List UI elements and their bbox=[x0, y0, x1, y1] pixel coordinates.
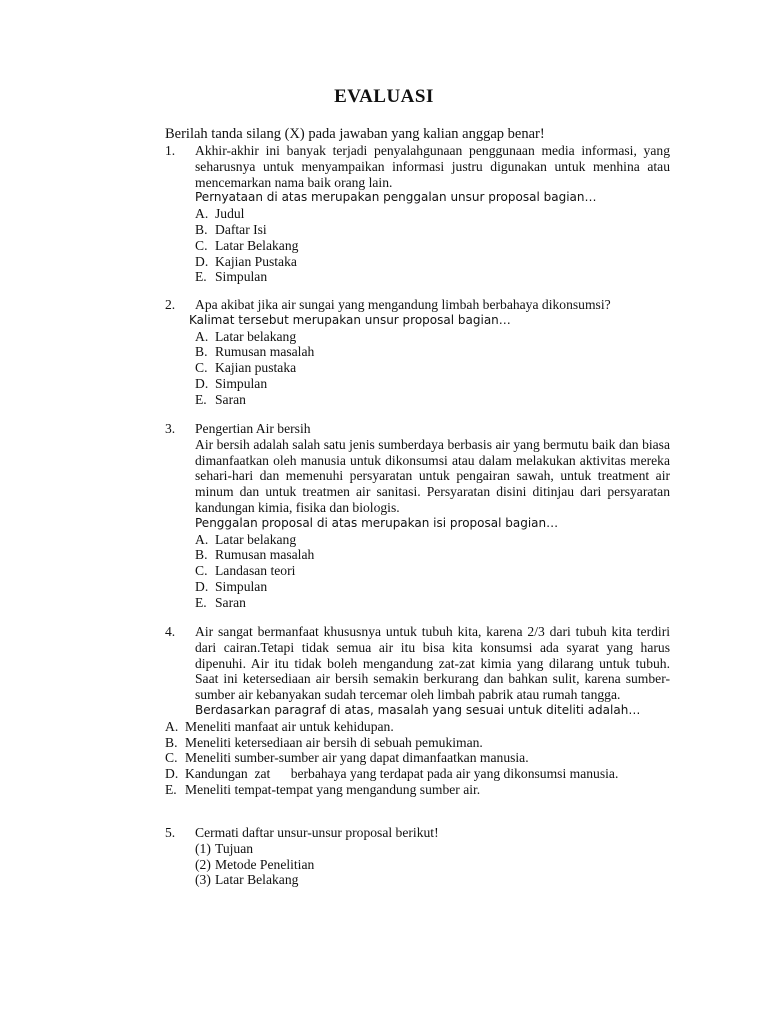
option-letter: A. bbox=[195, 328, 209, 344]
option-e[interactable] bbox=[165, 782, 670, 798]
option-text: Meneliti tempat-tempat yang mengandung sumber air. bbox=[185, 781, 481, 797]
option-d[interactable] bbox=[195, 579, 670, 595]
option-letter: A. bbox=[195, 531, 209, 547]
option-letter: D. bbox=[165, 766, 179, 782]
option-c[interactable] bbox=[195, 238, 670, 254]
option-text: Latar Belakang bbox=[215, 237, 299, 253]
option-letter: C. bbox=[195, 360, 208, 376]
question-1 bbox=[165, 143, 670, 285]
option-letter: C. bbox=[165, 750, 178, 766]
question-text: Akhir-akhir ini banyak terjadi penyalahgunaan penggunaan media informasi, yang seharusnya untuk menyampaikan informasi justru digunakan untuk menhina atau mencemarkan nama baik orang lain. bbox=[195, 143, 670, 190]
option-b[interactable] bbox=[195, 222, 670, 238]
option-text: Meneliti ketersediaan air bersih di sebuah pemukiman. bbox=[185, 734, 483, 750]
option-b[interactable] bbox=[195, 547, 670, 563]
question-prompt: Pernyataan di atas merupakan penggalan unsur proposal bagian… bbox=[195, 190, 597, 205]
option-a[interactable] bbox=[165, 719, 670, 735]
option-a[interactable] bbox=[195, 206, 670, 222]
option-letter: A. bbox=[165, 718, 179, 734]
option-a[interactable] bbox=[195, 329, 670, 345]
option-text: Simpulan bbox=[215, 578, 268, 594]
option-d[interactable] bbox=[195, 376, 670, 392]
option-text: Landasan teori bbox=[215, 563, 296, 579]
option-letter: B. bbox=[195, 547, 208, 563]
question-text: Air sangat bermanfaat khususnya untuk tubuh kita, karena 2/3 dari tubuh kita terdiri dari cairan.Tetapi tidak semua air itu bisa kita konsumsi ada syarat yang harus dipenuhi. Air itu tidak boleh mengandung zat-zat kimia yang dilarang untuk tubuh. Saat ini ketersediaan air bersih semakin berkurang dan bahkan sulit, karena sumber-sumber air kebanyakan sudah tercemar oleh limbah pabrik atau rumah tangga. bbox=[195, 624, 670, 703]
list-label: (2) bbox=[195, 856, 211, 872]
question-5 bbox=[165, 825, 670, 888]
option-text: Daftar Isi bbox=[215, 221, 267, 237]
option-text: Rumusan masalah bbox=[215, 344, 315, 360]
option-letter: D. bbox=[195, 578, 209, 594]
list-label: (3) bbox=[195, 872, 211, 888]
list-item bbox=[195, 872, 670, 888]
option-c[interactable] bbox=[165, 750, 670, 766]
option-text: Kajian pustaka bbox=[215, 360, 297, 376]
instruction-text: Berilah tanda silang (X) pada jawaban yang kalian anggap benar! bbox=[165, 126, 545, 142]
question-prompt: Berdasarkan paragraf di atas, masalah yang sesuai untuk diteliti adalah… bbox=[195, 702, 641, 717]
option-text: Meneliti manfaat air untuk kehidupan. bbox=[185, 718, 394, 734]
option-text: Rumusan masalah bbox=[215, 547, 315, 563]
question-4 bbox=[165, 624, 670, 798]
option-letter: D. bbox=[195, 375, 209, 391]
option-text: Latar belakang bbox=[215, 328, 297, 344]
list-label: (1) bbox=[195, 840, 211, 856]
option-b[interactable] bbox=[165, 735, 670, 751]
option-text: Meneliti sumber-sumber air yang dapat dimanfaatkan manusia. bbox=[185, 750, 529, 766]
question-number: 1. bbox=[165, 143, 176, 158]
question-text: Cermati daftar unsur-unsur proposal berikut! bbox=[195, 825, 439, 840]
option-letter: B. bbox=[195, 344, 208, 360]
option-letter: E. bbox=[195, 594, 207, 610]
option-c[interactable] bbox=[195, 563, 670, 579]
option-e[interactable] bbox=[195, 269, 670, 285]
option-text: Judul bbox=[215, 206, 245, 222]
question-number: 3. bbox=[165, 421, 176, 436]
list-text: Tujuan bbox=[215, 840, 254, 856]
question-number: 2. bbox=[165, 297, 176, 312]
option-letter: E. bbox=[195, 391, 207, 407]
option-b[interactable] bbox=[195, 344, 670, 360]
option-a[interactable] bbox=[195, 532, 670, 548]
option-letter: A. bbox=[195, 206, 209, 222]
option-d[interactable] bbox=[195, 254, 670, 270]
option-e[interactable] bbox=[195, 392, 670, 408]
option-text: Kajian Pustaka bbox=[215, 253, 297, 269]
page-title: EVALUASI bbox=[334, 86, 434, 107]
list-item bbox=[195, 857, 670, 873]
question-text: Apa akibat jika air sungai yang mengandung limbah berbahaya dikonsumsi? bbox=[195, 297, 611, 312]
option-text: Simpulan bbox=[215, 375, 268, 391]
list-text: Metode Penelitian bbox=[215, 856, 315, 872]
list-text: Latar Belakang bbox=[215, 872, 299, 888]
question-heading: Pengertian Air bersih bbox=[195, 421, 311, 436]
option-letter: B. bbox=[195, 221, 208, 237]
option-letter: E. bbox=[165, 781, 177, 797]
option-letter: C. bbox=[195, 237, 208, 253]
option-text: Simpulan bbox=[215, 269, 268, 285]
question-3 bbox=[165, 421, 670, 611]
question-number: 5. bbox=[165, 825, 176, 840]
option-text: Saran bbox=[215, 594, 246, 610]
option-letter: C. bbox=[195, 563, 208, 579]
option-e[interactable] bbox=[195, 595, 670, 611]
question-number: 4. bbox=[165, 624, 176, 639]
option-text: Latar belakang bbox=[215, 531, 297, 547]
list-item bbox=[195, 841, 670, 857]
question-2 bbox=[165, 297, 670, 408]
option-d[interactable] bbox=[165, 766, 625, 782]
option-letter: B. bbox=[165, 734, 178, 750]
option-text: Kandungan zat berbahaya yang terdapat pada air yang dikonsumsi manusia. bbox=[185, 766, 619, 782]
option-c[interactable] bbox=[195, 360, 670, 376]
question-prompt: Kalimat tersebut merupakan unsur proposal bagian… bbox=[189, 312, 511, 327]
question-text: Air bersih adalah salah satu jenis sumberdaya berbasis air yang bermutu baik dan biasa dimanfaatkan oleh manusia untuk dikonsumsi atau dalam melakukan aktivitas mereka sehari-hari dan memenuhi persyaratan untuk pengairan sawah, untuk treatment air minum dan untuk treatmen air sanitasi. Persyaratan disini ditinjau dari persyaratan kandungan kimia, fisika dan biologis. bbox=[195, 436, 670, 515]
option-letter: D. bbox=[195, 253, 209, 269]
option-letter: E. bbox=[195, 269, 207, 285]
option-text: Saran bbox=[215, 391, 246, 407]
question-prompt: Penggalan proposal di atas merupakan isi proposal bagian… bbox=[195, 515, 559, 530]
